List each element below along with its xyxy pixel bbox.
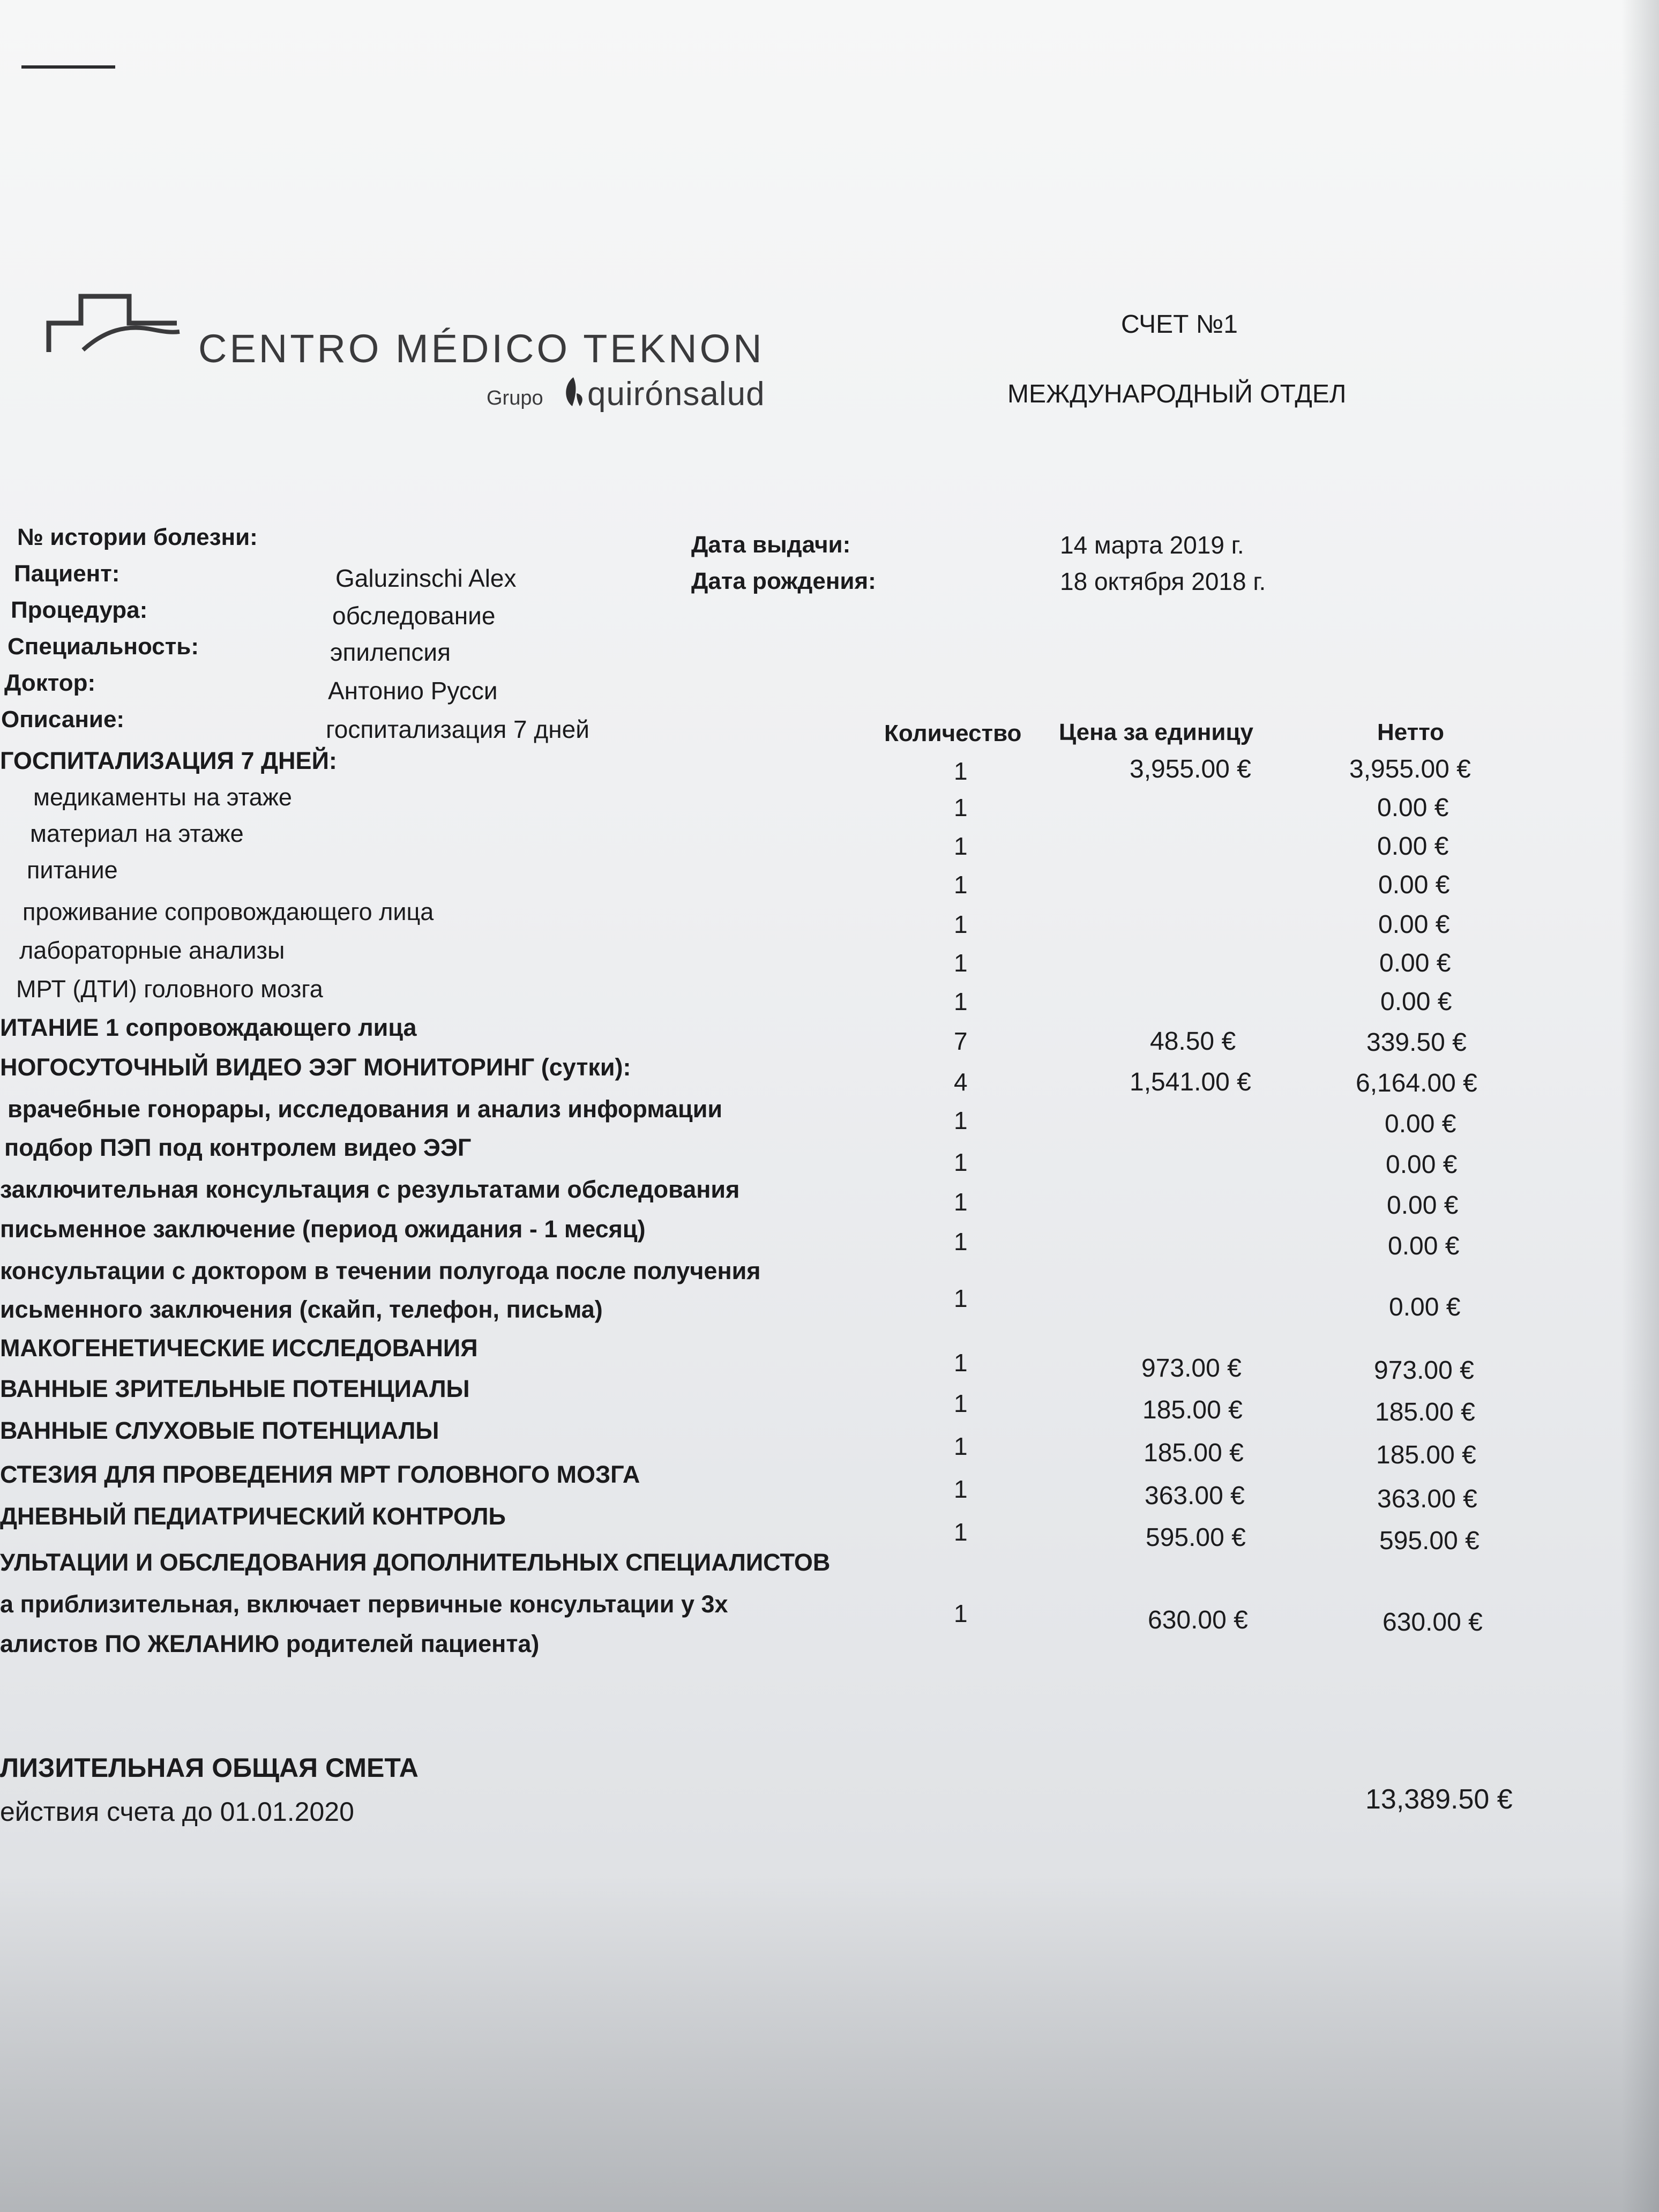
row-quantity: 1 <box>954 910 968 938</box>
row-quantity: 4 <box>954 1068 968 1096</box>
unit-price-header: Цена за единицу <box>1059 719 1253 745</box>
birth-date-value: 18 октября 2018 г. <box>1060 567 1266 595</box>
row-quantity: 1 <box>954 1600 968 1627</box>
row-description-line2: исьменного заключения (скайп, телефон, письма) <box>0 1296 603 1323</box>
net-header: Нетто <box>1377 719 1445 745</box>
row-quantity: 1 <box>954 1148 968 1176</box>
row-description: проживание сопровождающего лица <box>23 898 434 925</box>
row-net: 973.00 € <box>1374 1356 1474 1385</box>
row-net: 0.00 € <box>1385 1110 1456 1138</box>
brand-name: quirónsalud <box>587 376 765 413</box>
row-quantity: 1 <box>954 1188 968 1216</box>
row-net: 0.00 € <box>1386 1150 1458 1179</box>
row-description: МАКОГЕНЕТИЧЕСКИЕ ИССЛЕДОВАНИЯ <box>0 1334 478 1362</box>
row-description: СТЕЗИЯ ДЛЯ ПРОВЕДЕНИЯ МРТ ГОЛОВНОГО МОЗГА <box>0 1461 640 1488</box>
row-description: ВАННЫЕ СЛУХОВЫЕ ПОТЕНЦИАЛЫ <box>0 1417 439 1444</box>
row-unit-price: 630.00 € <box>1148 1606 1248 1634</box>
table-row <box>0 898 1659 941</box>
patient-value: Galuzinschi Alex <box>335 564 517 592</box>
row-description: заключительная консультация с результатами обследования <box>0 1176 740 1203</box>
row-net: 0.00 € <box>1387 1191 1459 1220</box>
row-quantity: 1 <box>954 794 968 821</box>
row-description: ГОСПИТАЛИЗАЦИЯ 7 ДНЕЙ: <box>0 747 337 774</box>
row-net: 0.00 € <box>1378 871 1450 899</box>
row-net: 6,164.00 € <box>1356 1069 1477 1097</box>
table-row <box>0 1257 1659 1337</box>
row-quantity: 1 <box>954 1228 968 1256</box>
table-row <box>0 1549 1659 1667</box>
row-quantity: 1 <box>954 1432 968 1460</box>
row-description-line2: а приблизительная, включает первичные консультации у 3х <box>0 1590 728 1618</box>
table-row <box>0 1417 1659 1469</box>
table-row <box>0 1375 1659 1426</box>
history-label: № истории болезни: <box>17 524 258 550</box>
table-row <box>0 937 1659 980</box>
row-net: 595.00 € <box>1379 1527 1479 1555</box>
row-unit-price: 973.00 € <box>1141 1354 1242 1382</box>
row-quantity: 1 <box>954 949 968 977</box>
row-quantity: 1 <box>954 1107 968 1134</box>
row-unit-price: 3,955.00 € <box>1130 755 1251 783</box>
clinic-name: CENTRO MÉDICO TEKNON <box>198 326 765 371</box>
row-net: 0.00 € <box>1378 910 1450 939</box>
table-row <box>0 1503 1659 1555</box>
row-unit-price: 595.00 € <box>1146 1523 1246 1552</box>
row-net: 0.00 € <box>1388 1232 1460 1260</box>
specialty-label: Специальность: <box>8 633 199 660</box>
row-description: подбор ПЭП под контролем видео ЭЭГ <box>4 1134 472 1161</box>
quironsalud-leaf-icon <box>562 375 585 409</box>
table-row <box>0 1095 1659 1138</box>
table-row <box>0 1014 1659 1057</box>
table-row <box>0 1461 1659 1513</box>
row-net: 3,955.00 € <box>1349 755 1471 783</box>
doctor-label: Доктор: <box>4 670 96 696</box>
row-net: 0.00 € <box>1377 832 1449 861</box>
row-description: ДНЕВНЫЙ ПЕДИАТРИЧЕСКИЙ КОНТРОЛЬ <box>0 1503 506 1530</box>
table-row <box>0 1334 1659 1385</box>
row-quantity: 1 <box>954 1349 968 1377</box>
row-quantity: 1 <box>954 1475 968 1503</box>
row-quantity: 1 <box>954 1518 968 1546</box>
issue-date-label: Дата выдачи: <box>691 532 851 558</box>
patient-label: Пациент: <box>14 561 120 587</box>
table-row <box>0 1134 1659 1177</box>
issue-date-value: 14 марта 2019 г. <box>1060 531 1244 559</box>
row-unit-price: 1,541.00 € <box>1130 1068 1251 1096</box>
row-unit-price: 185.00 € <box>1144 1439 1244 1467</box>
row-net: 339.50 € <box>1366 1028 1467 1057</box>
specialty-value: эпилепсия <box>330 638 451 666</box>
table-row <box>0 1176 1659 1219</box>
row-quantity: 1 <box>954 757 968 785</box>
table-row <box>0 975 1659 1018</box>
procedure-value: обследование <box>332 602 496 630</box>
description-value: госпитализация 7 дней <box>326 715 589 743</box>
row-quantity: 1 <box>954 832 968 860</box>
teknon-logo-icon <box>46 292 182 356</box>
row-net: 185.00 € <box>1375 1398 1475 1426</box>
validity-note: ействия счета до 01.01.2020 <box>0 1797 354 1827</box>
row-quantity: 1 <box>954 1389 968 1417</box>
row-net: 185.00 € <box>1376 1441 1476 1469</box>
table-row <box>0 1215 1659 1258</box>
row-description: врачебные гонорары, исследования и анализ информации <box>8 1095 723 1123</box>
row-description: ИТАНИЕ 1 сопровождающего лица <box>0 1014 417 1041</box>
quantity-header: Количество <box>884 720 1022 746</box>
row-description: МРТ (ДТИ) головного мозга <box>16 975 323 1003</box>
row-net: 0.00 € <box>1377 794 1449 822</box>
row-unit-price: 363.00 € <box>1145 1482 1245 1510</box>
row-description: лабораторные анализы <box>19 937 285 964</box>
total-label: ЛИЗИТЕЛЬНАЯ ОБЩАЯ СМЕТА <box>0 1753 419 1783</box>
description-label: Описание: <box>1 706 125 733</box>
row-unit-price: 48.50 € <box>1150 1027 1236 1056</box>
row-description: УЛЬТАЦИИ И ОБСЛЕДОВАНИЯ ДОПОЛНИТЕЛЬНЫХ СПЕЦИАЛИСТОВ <box>0 1549 831 1576</box>
pen-mark <box>21 65 115 69</box>
row-description: консультации с доктором в течении полугода после получения <box>0 1257 761 1284</box>
invoice-number: СЧЕТ №1 <box>1121 310 1238 339</box>
doctor-value: Антонио Русси <box>328 677 498 705</box>
row-net: 0.00 € <box>1379 949 1451 977</box>
row-description: ВАННЫЕ ЗРИТЕЛЬНЫЕ ПОТЕНЦИАЛЫ <box>0 1375 470 1402</box>
row-quantity: 1 <box>954 1284 968 1312</box>
row-quantity: 1 <box>954 871 968 899</box>
row-description: питание <box>27 856 118 884</box>
row-net: 363.00 € <box>1377 1485 1477 1513</box>
page-bottom-shadow <box>0 1875 1659 2212</box>
row-quantity: 1 <box>954 988 968 1015</box>
group-label: Grupo <box>487 387 543 409</box>
procedure-label: Процедура: <box>11 597 148 623</box>
row-description: медикаменты на этаже <box>33 783 292 811</box>
table-row <box>0 856 1659 899</box>
department-title: МЕЖДУНАРОДНЫЙ ОТДЕЛ <box>1007 380 1347 408</box>
row-description-line3: алистов ПО ЖЕЛАНИЮ родителей пациента) <box>0 1630 540 1657</box>
row-description: письменное заключение (период ожидания - 1 месяц) <box>0 1215 646 1243</box>
row-unit-price: 185.00 € <box>1142 1396 1243 1424</box>
row-description: материал на этаже <box>30 820 244 847</box>
birth-date-label: Дата рождения: <box>691 568 876 594</box>
table-row <box>0 1053 1659 1096</box>
row-net: 630.00 € <box>1382 1608 1483 1636</box>
total-value: 13,389.50 € <box>1365 1784 1513 1815</box>
row-description: НОГОСУТОЧНЫЙ ВИДЕО ЭЭГ МОНИТОРИНГ (сутки): <box>0 1053 631 1081</box>
row-net: 0.00 € <box>1380 988 1452 1016</box>
row-quantity: 7 <box>954 1027 968 1055</box>
row-net: 0.00 € <box>1389 1293 1461 1321</box>
